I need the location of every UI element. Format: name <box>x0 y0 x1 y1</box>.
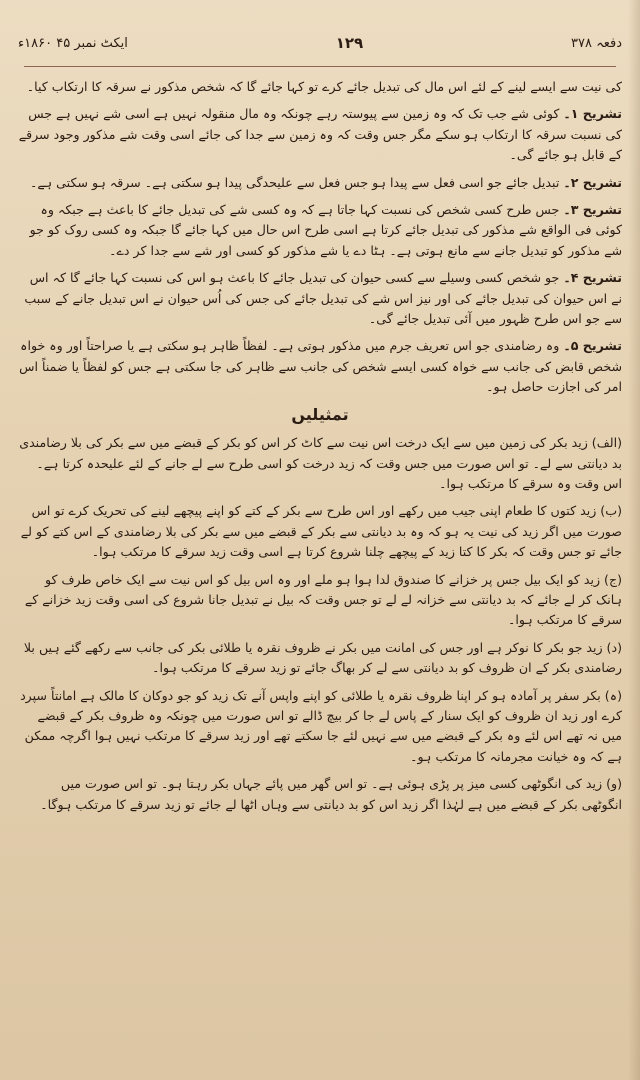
page-header <box>18 30 622 56</box>
page-edge-shadow <box>628 0 640 1080</box>
illustration-f: (و) زید کی انگوٹھی کسی میز پر پڑی ہوئی ہے۔ تو اس گھر میں پائے جہاں بکر رہتا ہو۔ تو اس صورت میں انگوٹھی بکر کے قبضے میں ہے لہٰذا اگر زید اس کو بد دیانتی سے وہاں اٹھا لے جائے تو زید سرقے کا مرتکب ہوگا۔ <box>40 776 622 812</box>
explanation-4 <box>18 268 622 329</box>
page-number: ۱۲۹ <box>335 34 364 52</box>
explanation-1 <box>18 104 622 165</box>
illustration-a: (الف) زید بکر کی زمین میں سے ایک درخت اس نیت سے کاٹ کر اس کو بکر کے قبضے میں سے بکر کی بلا رضامندی بد دیانتی سے لے۔ تو اس صورت میں جس وقت کہ زید درخت کو اسی طرح سے لے جانے کے لئے علیحدہ کرتا ہے۔ اس وقت وہ سرقے کا مرتکب ہوا۔ <box>19 435 622 491</box>
illustration-e: (ہ) بکر سفر پر آمادہ ہو کر اپنا ظروف نقرہ یا طلائی کو اپنے واپس آنے تک زید کو جو دوکان کا مالک ہے امانتاً سپرد کرے اور زید ان ظروف کو ایک سنار کے پاس لے جا کر بیچ ڈالے تو اس صورت میں چونکہ وہ ظروف بکر کے قبضے میں نہ تھے اس لئے وہ بکر کے قبضے میں سے نہیں لئے جا سکتے تھے اور زید سرقے کا مرتکب نہیں ہوا اگرچہ ممکن ہے کہ وہ خیانت مجرمانہ کا مرتکب ہو۔ <box>20 687 622 764</box>
explanation-label: تشریح ۴۔ <box>563 270 622 286</box>
header-section: دفعہ ۳۷۸ <box>571 35 622 51</box>
header-act-title: ایکٹ نمبر ۴۵ ۱۸۶۰ء <box>18 35 128 51</box>
document-body <box>18 77 622 815</box>
explanation-label: تشریح ۳۔ <box>563 202 622 218</box>
explanation-label: تشریح ۱۔ <box>563 106 622 122</box>
explanation-5 <box>18 336 622 397</box>
explanation-2 <box>18 173 622 193</box>
explanation-text: وہ رضامندی جو اس تعریف جرم میں مذکور ہوتی ہے۔ لفظاً ظاہر ہو سکتی ہے یا صراحتاً اور وہ خواہ شخص قابض کی جانب سے خواہ کسی ایسے شخص کی جانب سے ظاہر کی جا سکتی ہے جس کو لفظاً یا ضمناً اس امر کی اجازت حاصل ہو۔ <box>19 338 622 395</box>
illustration-d: (د) زید جو بکر کا نوکر ہے اور جس کی امانت میں بکر نے ظروف نقرہ یا طلائی بکر کی جانب سے رکھے گئے ہیں بلا رضامندی بکر کے ان ظروف کو بد دیانتی سے لے کر بھاگ جائے تو زید سرقے کا مرتکب ہوا۔ <box>23 639 622 676</box>
intro-paragraph: کی نیت سے ایسے لینے کے لئے اس مال کی تبدیل جائے کرے تو کہا جائے گا کہ شخص مذکور نے سرقہ کا ارتکاب کیا۔ <box>26 79 622 94</box>
explanation-text: جس طرح کسی شخص کی نسبت کہا جاتا ہے کہ وہ کسی شے کی تبدیل جائے کا باعث ہے جبکہ وہ کوئی فی الواقع شے مذکور کی تبدیل جائے کرتا ہے اسی طرح اس حال میں کہا جائے گا جبکہ وہ کسی روک کو جو شے مذکور کو تبدیل جانے سے مانع ہوتی ہے۔ ہٹا دے یا شے مذکور کو کسی اور شے سے جدا کر دے۔ <box>29 202 622 258</box>
header-rule <box>24 66 616 67</box>
explanation-label: تشریح ۲۔ <box>563 174 622 190</box>
illustration-b: (ب) زید کتوں کا طعام اپنی جیب میں رکھے اور اس طرح سے بکر کے کتے کو اپنے پیچھے لینے کی تحریک کرے تو اس صورت میں اگر زید کی نیت یہ ہو کہ وہ بد دیانتی سے بکر کے قبضے میں سے بکر کی بلا رضامندی کے اس کتے کو لے جائے تو جس وقت کہ بکر کا کتا زید کے پیچھے چلنا شروع کرتا ہے اسی وقت زید سرقے کا مرتکب ہوا۔ <box>20 503 622 560</box>
explanation-text: کوئی شے جب تک کہ وہ زمین سے پیوستہ رہے چونکہ وہ مال منقولہ نہیں ہے اسی شے نہیں ہے جس کی نسبت سرقہ کا ارتکاب ہو سکے مگر جس وقت کہ وہ زمین سے جدا کی جائے اسی وقت شے مذکور وجود سرقے کے قابل ہو جائے گی۔ <box>18 106 622 163</box>
explanation-text: جو شخص کسی وسیلے سے کسی حیوان کی تبدیل جائے کا باعث ہو اس کی نسبت کہا جائے گا کہ اس نے اس حیوان کی تبدیل جائے کی اور نیز اس شے کی تبدیل جائے کی جس کی اُس حیوان نے اس تبدیل جانے کے سبب سے جو اس طرح ظہور میں آئی تبدیل جائے گی۔ <box>24 270 622 327</box>
explanation-label: تشریح ۵۔ <box>563 338 622 354</box>
illustrations-heading: تمثیلیں <box>291 404 349 424</box>
illustration-c: (ج) زید کو ایک بیل جس پر خزانے کا صندوق لدا ہوا ہو ملے اور وہ اس بیل کو اس نیت سے ایک خاص طرف کو ہانک کر لے جائے کہ بد دیانتی سے خزانہ لے لے تو جس وقت کہ بیل نے تبدیل جانا شروع کی اسی وقت زید خزانے کے سرقے کا مرتکب ہوا۔ <box>24 571 622 628</box>
explanation-3 <box>18 200 622 261</box>
explanation-text: تبدیل جائے جو اسی فعل سے پیدا ہو جس فعل سے علیحدگی پیدا ہو سکتی ہے۔ سرقہ ہو سکتی ہے۔ <box>30 174 560 190</box>
